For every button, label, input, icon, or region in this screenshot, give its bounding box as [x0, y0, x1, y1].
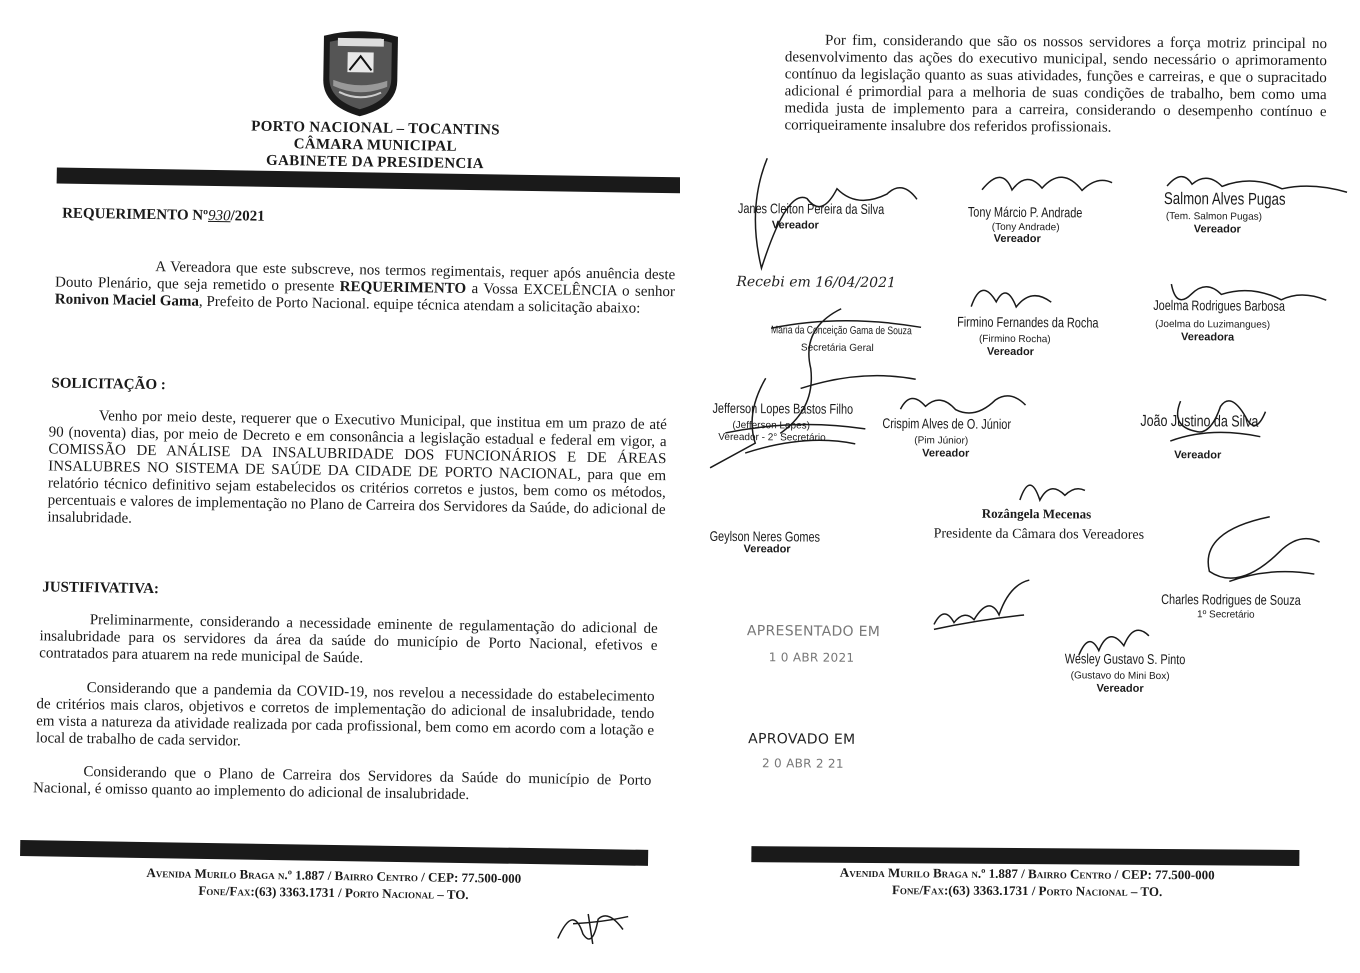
footer-address-right: Avenida Murilo Braga n.º 1.887 / Bairro Centro / CEP: 77.500-000 [839, 864, 1215, 883]
sig-5-role: Vereador [986, 345, 1035, 359]
intro-text-b: REQUERIMENTO [339, 278, 467, 297]
sig-6-nick: (Joelma do Luzimangues) [1155, 318, 1271, 331]
initials-signature-icon [553, 893, 634, 954]
justificativa-heading: JUSTIFIVATIVA: [42, 579, 160, 598]
sig-8-role: Vereador [922, 447, 970, 460]
solicitacao-heading: SOLICITAÇÃO : [51, 375, 166, 394]
sig-11-name: Rozângela Mecenas [981, 505, 1092, 522]
footer-divider-right [751, 846, 1299, 866]
signature-12-icon [1169, 511, 1330, 602]
stamp-approved-date: 2 0 ABR 2 21 [761, 756, 844, 771]
justificativa-paragraph-2 [36, 679, 655, 757]
loose-signature-icon [929, 574, 1039, 640]
sig-10-role: Vereador [743, 543, 791, 556]
intro-text-a: A Vereadora que este subscreve, nos termos regimentais, requer após anuência deste Douto Plenário, que seja remetido o presente [54, 259, 676, 295]
justificativa-paragraph-3 [33, 763, 651, 807]
intro-text-e: , Prefeito de Porto Nacional. equipe técnica atendam a solicitação abaixo: [198, 293, 641, 317]
sig-6-role: Vereadora [1180, 331, 1235, 344]
sig-3-name: Salmon Alves Pugas [1163, 188, 1286, 209]
received-note: Recebi em 16/04/2021 [736, 274, 896, 292]
sig-3-nick: (Tem. Salmon Pugas) [1165, 211, 1263, 223]
sig-5-nick: (Firmino Rocha) [978, 333, 1051, 346]
sig-1-name: Janes Cleiton Pereira da Silva [737, 200, 885, 218]
header-office: GABINETE DA PRESIDENCIA [265, 152, 484, 173]
sig-12-role: 1º Secretário [1197, 609, 1255, 621]
sig-8-nick: (Pim Júnior) [914, 435, 969, 447]
sig-2-name: Tony Márcio P. Andrade [967, 203, 1083, 221]
sig-2-role: Vereador [993, 232, 1041, 246]
stamp-approved: APROVADO EM [748, 731, 856, 748]
sig-5-name: Firmino Fernandes da Rocha [957, 313, 1099, 331]
header-chamber: CÂMARA MUNICIPAL [293, 136, 457, 155]
requerimento-year: /2021 [230, 208, 265, 225]
signature-5-icon [961, 272, 1071, 318]
solicitacao-paragraph [47, 407, 667, 536]
stamp-presented-date: 1 0 ABR 2021 [768, 650, 855, 665]
municipal-crest-icon [319, 28, 402, 119]
justificativa-text-2: Considerando que a pandemia da COVID-19, nos revelou a necessidade do estabelecimento de critérios mais claros, objetivos e corretos de implementação do adicional de insalubridade, tendo em vista a natureza da atividade realizada por cada profissional, bem como em acordo com a lotação e local de trabalho de cada servidor. [35, 680, 655, 750]
justificativa-text-3: Considerando que o Plano de Carreira dos Servidores da Saúde do município de Porto Nacional, é omisso quanto ao implemento do adicional de insalubridade. [32, 764, 652, 804]
sig-7-role: Vereador - 2° Secretário [718, 431, 826, 444]
sig-13-name: Wesley Gustavo S. Pinto [1064, 650, 1186, 668]
closing-text: Por fim, considerando que são os nossos servidores a força motriz principal no desenvolvimento das ações do executivo municipal, sendo necessário o aprimoramento contínuo da legislação quanto as suas atividades, funções e carreiras, e que o supracitado adicional é primordial para a melhoria de suas condições de trabalho, bem como uma medida justa de implemento para a carreira, considerando o desempenho contínuo e corriqueiramente insalubre dos referidos profissionais. [784, 32, 1328, 136]
requerimento-prefix: REQUERIMENTO Nº [62, 205, 209, 224]
intro-text-c: a Vossa EXCELÊNCIA o senhor [466, 280, 676, 301]
justificativa-text-1: Preliminarmente, considerando a necessidade eminente de regulamentação do adicional de insalubridade para os servidores da área da saúde do município de Porto Nacional, efetivos e contratados para atuarem na rede municipal de Saúde. [39, 612, 658, 667]
sig-7-nick: (Jefferson Lopes) [732, 419, 811, 432]
intro-text-d: Ronivon Maciel Gama [54, 291, 200, 310]
sig-7-name: Jefferson Lopes Bastos Filho [712, 399, 854, 417]
sig-9-name: João Justino da Silva [1140, 412, 1259, 431]
requerimento-title [62, 206, 265, 226]
sig-13-nick: (Gustavo do Mini Box) [1070, 670, 1170, 683]
sig-12-name: Charles Rodrigues de Souza [1161, 590, 1301, 608]
footer-divider [20, 840, 648, 866]
sig-10-name: Geylson Neres Gomes [709, 527, 821, 545]
footer-phone: Fone/Fax:(63) 3363.1731 / Porto Nacional – TO. [198, 882, 469, 903]
intro-paragraph [55, 258, 676, 319]
signature-11-icon [1010, 470, 1090, 511]
requerimento-number: 930 [207, 207, 231, 225]
header-city: PORTO NACIONAL – TOCANTINS [251, 118, 500, 139]
sig-4-name: Maria da Conceição Gama de Souza [770, 324, 912, 338]
right-page [680, 0, 1360, 973]
sig-2-nick: (Tony Andrade) [991, 221, 1060, 234]
solicitacao-text: Venho por meio deste, requerer que o Executivo Municipal, que institua em um prazo de até 90 (noventa) dias, por meio de Decreto e em consonância a legislação estadual e federal em vigor, a COMISSÃO DE ANÁLISE DA INSALUBRIDADE DOS FUNCIONÁRIOS E DE ÁREAS INSALUBRES NO SISTEMA DE SAÚDE DA CIDADE DE PORTO NACIONAL, para que em relatório técnico definitivo sejam estabelecidos os critérios corretos e justos, bem como os métodos, percentuais e valores de implementação no Plano de Carreira dos Servidores da Saúde, do adicional de insalubridade. [47, 408, 668, 527]
sig-1-role: Vereador [771, 219, 819, 232]
sig-13-role: Vereador [1096, 682, 1144, 695]
footer-address: Avenida Murilo Braga n.º 1.887 / Bairro Centro / CEP: 77.500-000 [146, 865, 522, 886]
sig-11-role: Presidente da Câmara dos Vereadores [933, 526, 1145, 543]
right-page-content [680, 0, 1360, 973]
justificativa-paragraph-1 [39, 611, 658, 672]
sig-9-role: Vereador [1174, 449, 1222, 462]
stamp-presented: APRESENTADO EM [746, 623, 881, 641]
sig-3-role: Vereador [1193, 223, 1241, 236]
sig-8-name: Crispim Alves de O. Júnior [882, 415, 1012, 432]
sig-6-name: Joelma Rodrigues Barbosa [1153, 296, 1286, 314]
footer-phone-right: Fone/Fax:(63) 3363.1731 / Porto Nacional – TO. [891, 882, 1163, 900]
sig-4-role: Secretária Geral [800, 342, 874, 354]
closing-paragraph [784, 32, 1327, 138]
